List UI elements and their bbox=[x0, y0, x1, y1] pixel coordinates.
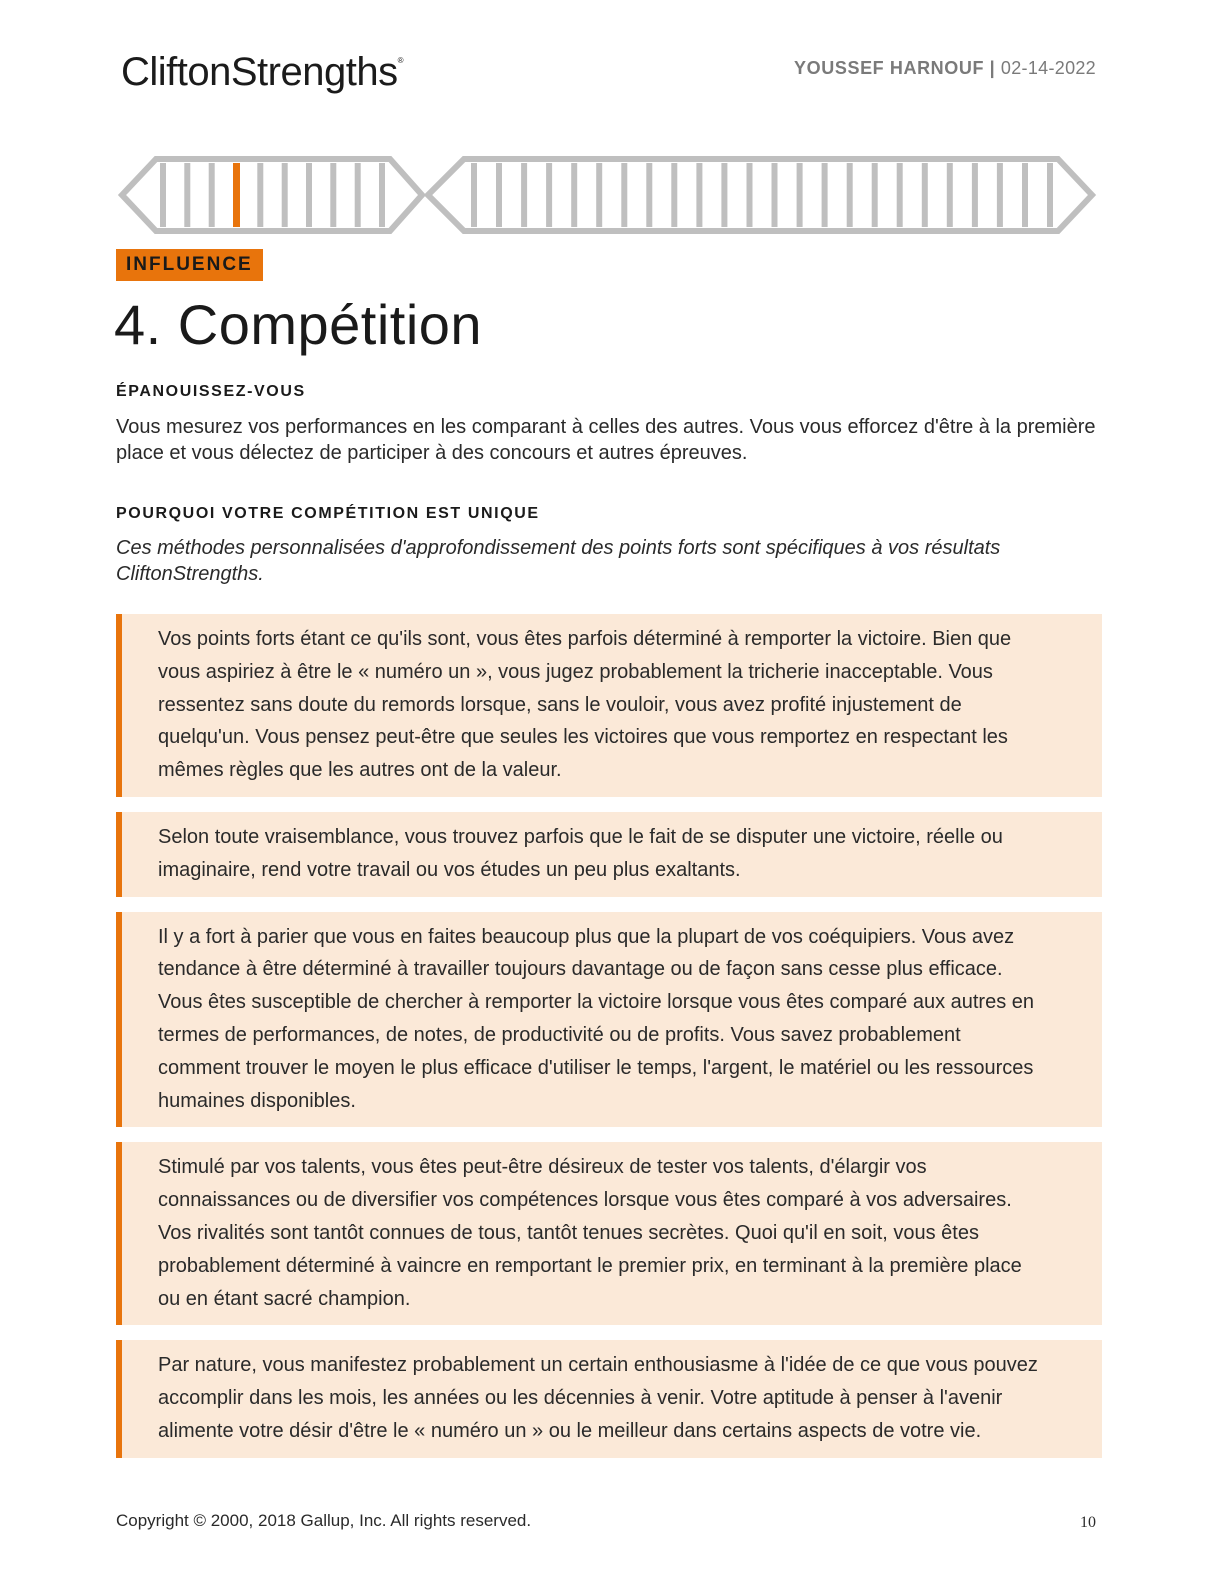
unique-intro: Ces méthodes personnalisées d'approfondissement des points forts sont spécifiques à vos résultats CliftonStrengths. bbox=[116, 537, 1001, 585]
bar-segment bbox=[184, 163, 190, 227]
bar-segment bbox=[282, 163, 288, 227]
bar-segment bbox=[947, 163, 953, 227]
bar-segment bbox=[847, 163, 853, 227]
insight-item: Il y a fort à parier que vous en faites beaucoup plus que la plupart de vos coéquipiers. Vous avez tendance à être déterminé à travailler toujours davantage ou de façon sans cesse plus efficace. Vous êtes susceptible de chercher à remporter la victoire lorsque vous êtes comparé aux autres en termes de performances, de notes, de productivité ou de profits. Vous savez probablement comment trouver le moyen le plus efficace d'utiliser le temps, l'argent, le matériel ou les ressources humaines disponibles. bbox=[116, 912, 1102, 1128]
bar-segment bbox=[355, 163, 361, 227]
bar-segment bbox=[872, 163, 878, 227]
report-date: 02-14-2022 bbox=[1000, 58, 1096, 78]
registered-mark: ® bbox=[397, 56, 403, 65]
insight-item: Vos points forts étant ce qu'ils sont, vous êtes parfois déterminé à remporter la victoire. Bien que vous aspiriez à être le « numéro un », vous jugez probablement la tricherie inacceptable. Vous ressentez sans doute du remords lorsque, sans le vouloir, vous avez profité injustement de quelqu'un. Vous pensez peut-être que seules les victoires que vous remportez en respectant les mêmes règles que les autres ont de la valeur. bbox=[116, 614, 1102, 797]
bar-segment bbox=[546, 163, 552, 227]
bar-segment bbox=[1047, 163, 1053, 227]
bar-segment bbox=[596, 163, 602, 227]
bar-segment bbox=[646, 163, 652, 227]
strength-rank-bar bbox=[118, 152, 1100, 240]
bar-segment bbox=[257, 163, 263, 227]
bar-segment bbox=[160, 163, 166, 227]
bar-segment bbox=[972, 163, 978, 227]
bar-left-outline bbox=[122, 159, 422, 231]
bar-segment bbox=[922, 163, 928, 227]
bar-segment bbox=[379, 163, 385, 227]
bar-right-outline bbox=[428, 159, 1092, 231]
logo-text: CliftonStrengths bbox=[121, 50, 398, 94]
bar-segment bbox=[897, 163, 903, 227]
bar-segment bbox=[822, 163, 828, 227]
bar-segment bbox=[521, 163, 527, 227]
thrive-text: Vous mesurez vos performances en les comparant à celles des autres. Vous vous efforcez d'être à la première place et vous délectez de participer à des concours et autres épreuves. bbox=[116, 416, 1096, 464]
bar-segment bbox=[997, 163, 1003, 227]
clifton-strengths-logo bbox=[121, 50, 403, 95]
copyright-notice: Copyright © 2000, 2018 Gallup, Inc. All rights reserved. bbox=[116, 1511, 532, 1530]
header-separator: | bbox=[989, 58, 996, 78]
domain-badge: INFLUENCE bbox=[116, 249, 263, 281]
bar-segment bbox=[797, 163, 803, 227]
bar-segment bbox=[747, 163, 753, 227]
bar-segment bbox=[496, 163, 502, 227]
bar-segment bbox=[696, 163, 702, 227]
bar-segment bbox=[1022, 163, 1028, 227]
bar-segment bbox=[571, 163, 577, 227]
theme-title: 4. Compétition bbox=[114, 293, 483, 356]
insight-item: Stimulé par vos talents, vous êtes peut-être désireux de tester vos talents, d'élargir vos connaissances ou de diversifier vos compétences lorsque vous êtes comparé à vos adversaires. Vos rivalités sont tantôt connues de tous, tantôt tenues secrètes. Quoi qu'il en soit, vous êtes probablement déterminé à vaincre en remportant le premier prix, en terminant à la première place ou en étant sacré champion. bbox=[116, 1142, 1102, 1325]
thrive-heading: ÉPANOUISSEZ-VOUS bbox=[116, 383, 306, 400]
insights-list bbox=[116, 614, 1102, 1473]
report-header-info bbox=[794, 58, 1096, 79]
bar-segment bbox=[621, 163, 627, 227]
bar-segment bbox=[471, 163, 477, 227]
bar-segment bbox=[209, 163, 215, 227]
bar-segment bbox=[721, 163, 727, 227]
insight-item: Selon toute vraisemblance, vous trouvez parfois que le fait de se disputer une victoire, réelle ou imaginaire, rend votre travail ou vos études un peu plus exaltants. bbox=[116, 812, 1102, 897]
page-number: 10 bbox=[1080, 1514, 1096, 1531]
bar-segment bbox=[772, 163, 778, 227]
bar-segment bbox=[306, 163, 312, 227]
unique-heading: POURQUOI VOTRE COMPÉTITION EST UNIQUE bbox=[116, 505, 540, 522]
bar-segment bbox=[330, 163, 336, 227]
insight-item: Par nature, vous manifestez probablement un certain enthousiasme à l'idée de ce que vous pouvez accomplir dans les mois, les années ou les décennies à venir. Votre aptitude à penser à l'avenir alimente votre désir d'être le « numéro un » ou le meilleur dans certains aspects de votre vie. bbox=[116, 1340, 1102, 1457]
user-name: YOUSSEF HARNOUF bbox=[794, 58, 985, 78]
bar-segment bbox=[671, 163, 677, 227]
bar-segment-highlighted bbox=[233, 163, 240, 227]
